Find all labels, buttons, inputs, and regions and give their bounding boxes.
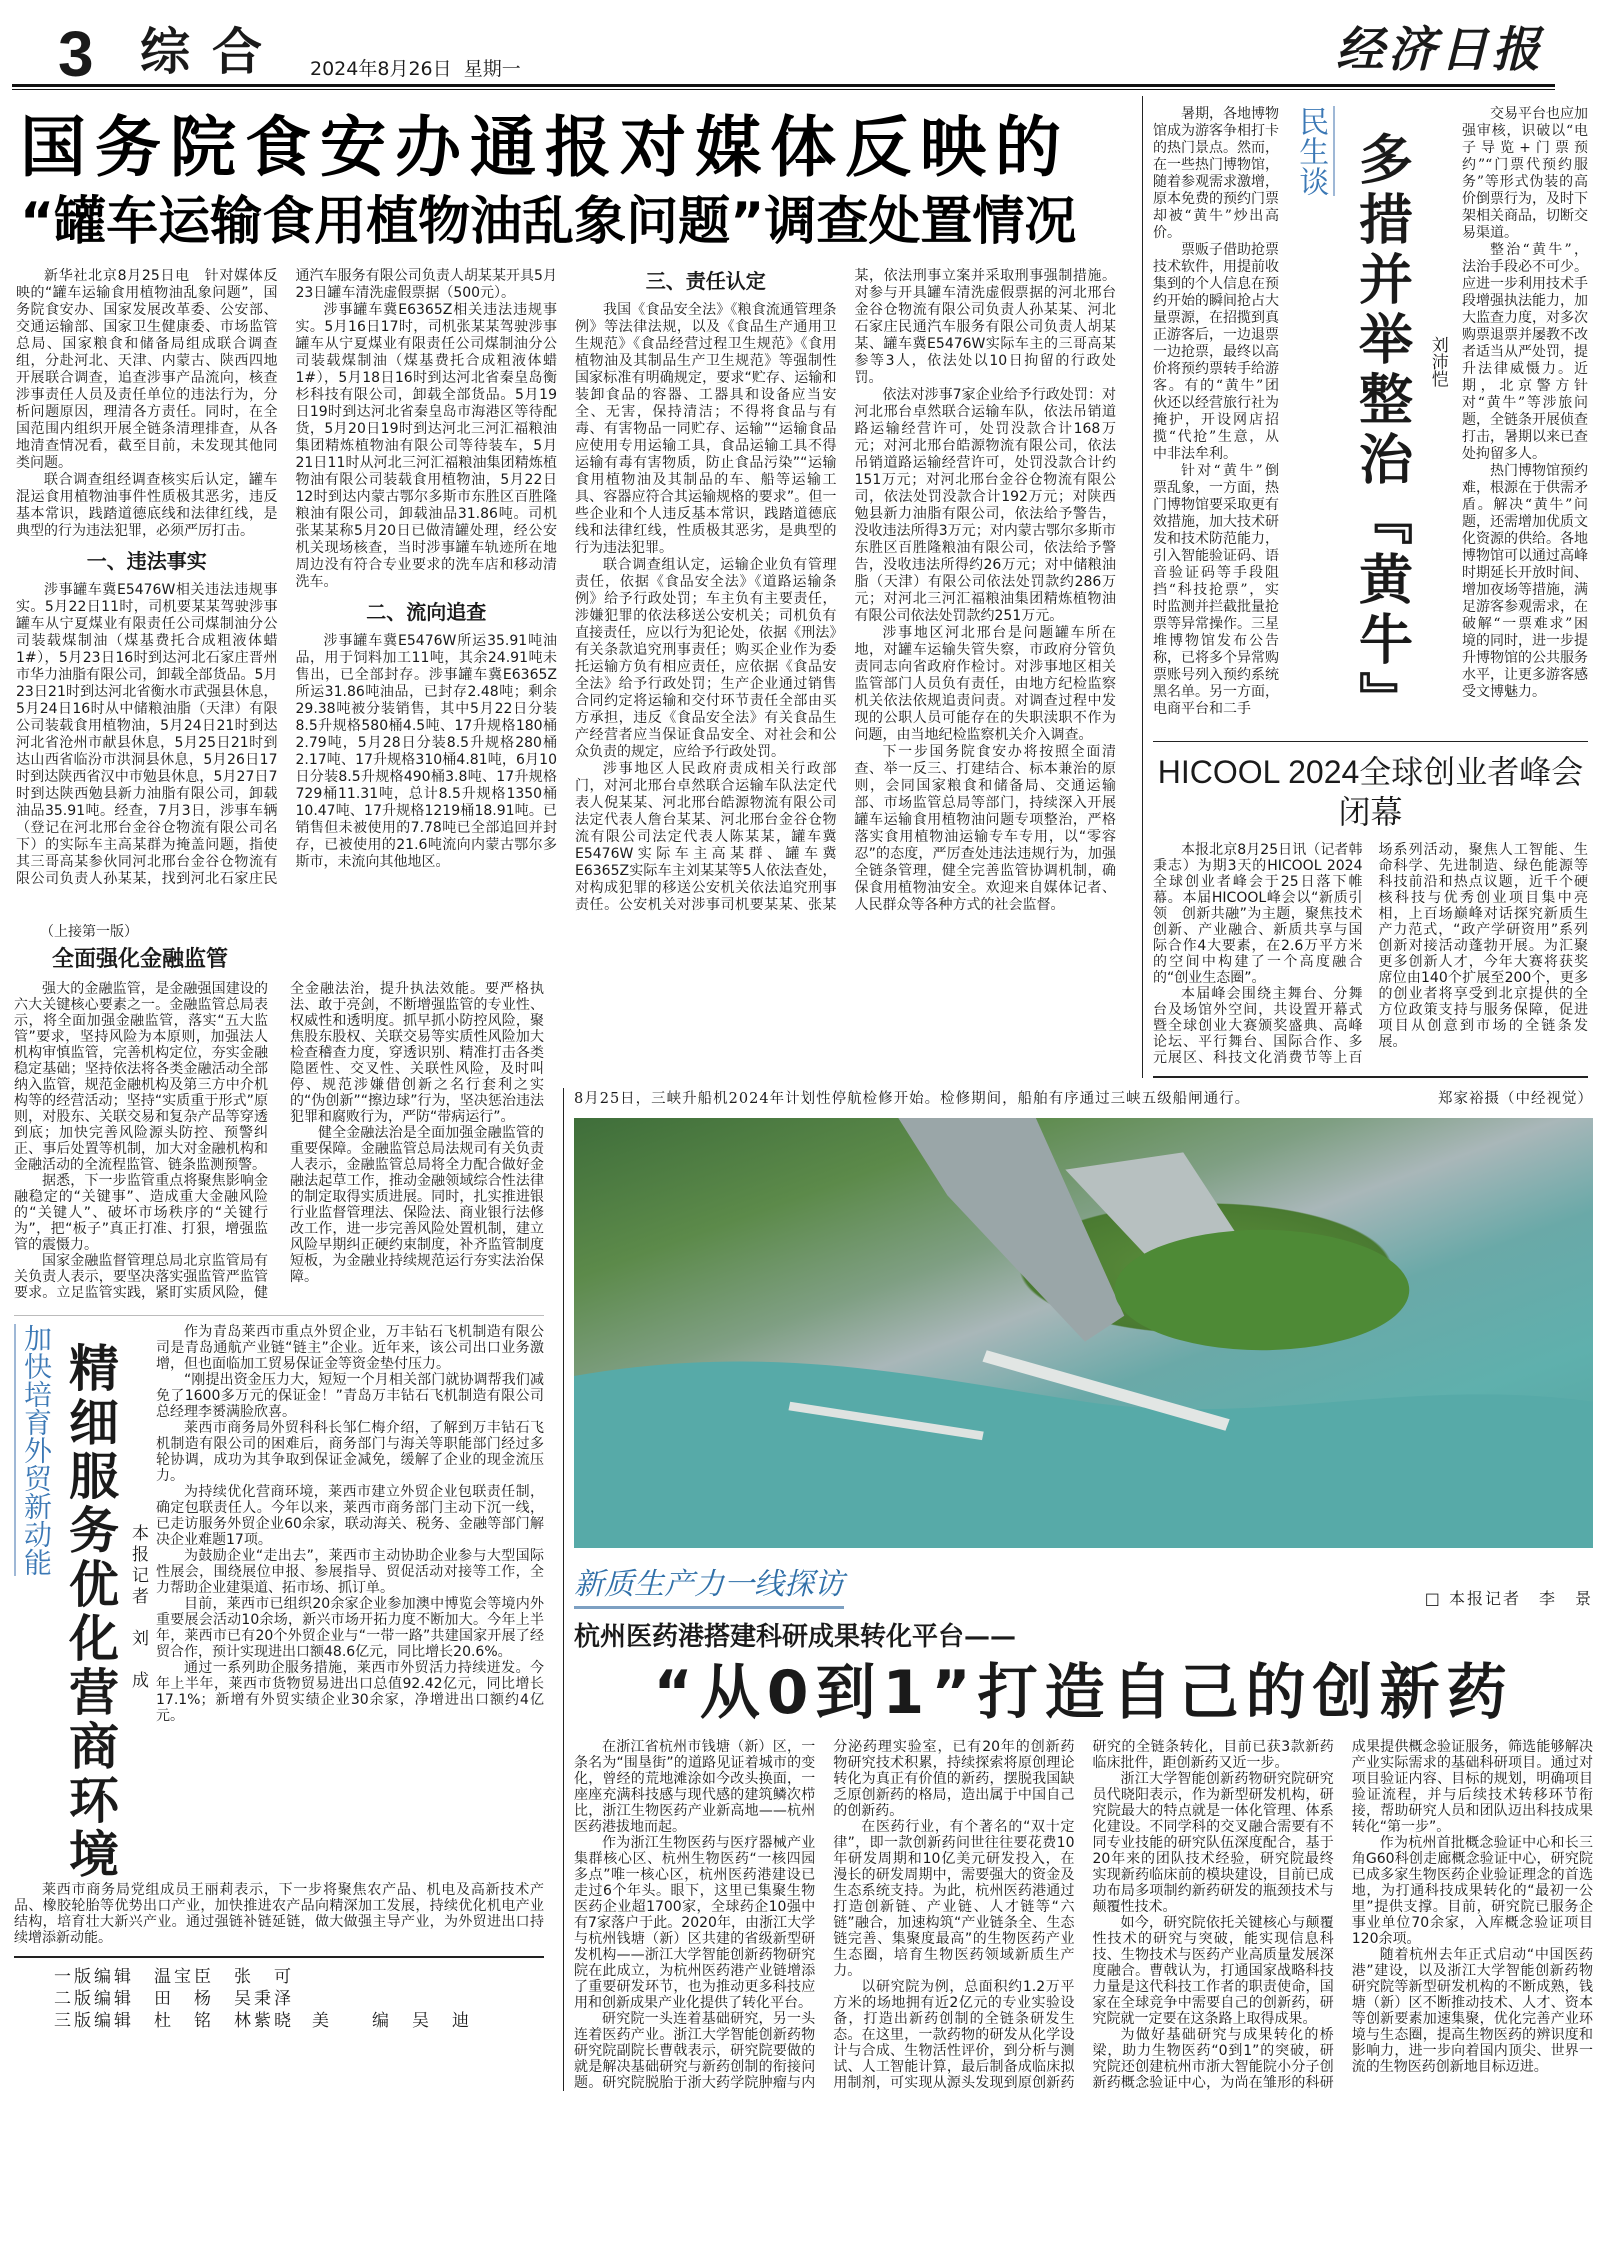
paragraph: 针对“黄牛”倒票乱象，一方面，热门博物馆要采取更有效措施，加大技术研发和技术防范能力，引入智能验证码、语音验证码等手段阻挡“科技抢票”，实时监测并拦截批量抢票等异常操作。三星堆博物馆发布公告称，已将多个异常购票账号列入预约系统黑名单。另一方面，电商平台和二手 xyxy=(1153,463,1279,717)
paragraph: 联合调查组经调查核实后认定，罐车混运食用植物油事件性质极其恶劣，违反基本常识，践踏道德底线和法律红线，是典型的行为违法犯罪，必须严厉打击。 xyxy=(16,471,278,539)
continued-note: （上接第一版） xyxy=(40,924,138,940)
date: 2024年8月26日 xyxy=(310,58,452,80)
credit: 一版编辑 温宝臣 张 可 xyxy=(54,1967,294,1987)
paragraph: 作为青岛莱西市重点外贸企业，万丰钻石飞机制造有限公司是青岛通航产业链“链主”企业。近年来，该公司出口业务激增，但也面临加工贸易保证金等资金垫付压力。 xyxy=(156,1324,544,1372)
pharma-byline xyxy=(1425,1589,1593,1609)
paragraph: 如今，研究院依托关键核心与颠覆性技术的研究与突破，能实现信息科技、生物技术与医药产业高质量发展深度融合。曹戟认为，打通国家战略科技力量是这代科技工作者的职责使命，国家在全球竞争中需要自己的创新药，研究院就一定要在这条路上取得成果。 xyxy=(1092,1915,1334,2027)
three-gorges-ship-lock-photo xyxy=(574,1118,1593,1548)
paragraph: 健全金融法治是全面加强金融监管的重要保障。金融监管总局法规司有关负责人表示，金融监管总局将全力配合做好金融法起草工作，推动金融领域综合性法律的制定取得实质进展。同时，扎实推进银行业监督管理法、保险法、商业银行法修改工作，进一步完善风险处置机制，建立风险早期纠正硬约束制度，补齐监管制度短板，为金融业持续规范运行夯实法治保障。 xyxy=(290,1125,544,1285)
paragraph: 强大的金融监管，是金融强国建设的六大关键核心要素之一。金融监管总局表示，将全面加强金融监管，落实“五大监管”要求，坚持风险为本原则，加强法人机构审慎监管，完善机构定位，夯实金融稳定基础；坚持依法将各类金融活动全部纳入监管，规范金融机构及第三方中介机构等的经营活动；坚持“实质重于形式”原则，对股东、关联交易和复杂产品等穿透到底；加快完善风险源头防控、预警纠正、事后处置等机制，加大对金融机构和金融活动的全流程监管、链条监测预警。 xyxy=(14,981,268,1173)
paragraph: 莱西市商务局外贸科科长邹仁梅介绍，了解到万丰钻石飞机制造有限公司的困难后，商务部门与海关等职能部门经过多轮协调，成功为其争取到保证金减免，缓解了企业的现金流压力。 xyxy=(156,1420,544,1484)
section-heading: 二、流向追查 xyxy=(366,599,487,624)
paragraph: 国家金融监督管理总局北京监管局有关负责人表示，要坚决落实强监管严监管要求。立足监管实践，紧盯实质风险，健全金融法治，提升执法效能。要严格执法、敢于亮剑，不断增强监管的专业性、权威性和透明度。抓早抓小防控风险，聚焦股东股权、关联交易等实质性风险加大检查稽查力度，穿透识别、精准打击各类隐匿性、交叉性、关联性风险，及时叫停、规范涉嫌借创新之名行套利之实的“伪创新”“擦边球”行为，坚决惩治违法犯罪和腐败行为，严防“带病运行”。 xyxy=(14,981,544,1301)
trade-byline: 本报记者 刘 成 xyxy=(128,1524,148,1692)
hicool-headline: HICOOL 2024全球创业者峰会闭幕 xyxy=(1157,754,1584,830)
paragraph: 在浙江省杭州市钱塘（新）区，一条名为“围垦街”的道路见证着城市的变化，曾经的荒地滩涂如今改头换面，一座座充满科技感与现代感的建筑鳞次栉比，浙江生物医药产业新高地——杭州医药港拔地而起。 xyxy=(574,1739,816,1835)
section-heading: 三、责任认定 xyxy=(645,268,766,293)
paragraph: 以研究院为例，总面积约1.2万平方米的场地拥有近2亿元的专业实验设备，打造出新药创制的全链条研发生态。在这里，一款药物的研发从化学设计与合成、生物活性评价，到分析与测试、人工智能计算，最后制备成临床拟用制剂，可实现从源头发现到原创新药研究的全链条转化，目前已获3款新药临床批件，距创新药又近一步。 xyxy=(833,1739,1334,2091)
lock-structure xyxy=(898,1118,1124,1342)
newspaper-logo: 经济日报 xyxy=(1335,22,1544,78)
lower-left-column xyxy=(14,924,544,2032)
trade-headline: 精细服务优化营商环境 xyxy=(61,1342,119,1882)
photo-credit: 郑家裕摄（中经视觉） xyxy=(1438,1091,1593,1107)
section-rule xyxy=(1153,741,1588,742)
paragraph: 目前，莱西市已组织20余家企业参加澳中博览会等境内外重要展会活动10余场，新兴市场开拓力度不断加大。今年上半年，莱西市已有20个外贸企业与“一带一路”共建国家开展了经贸合作，预计实现进出口额48.6亿元，同比增长20.6%。 xyxy=(156,1596,544,1660)
credits-rule xyxy=(14,1956,544,1958)
trade-kicker: 加快培育外贸新动能 xyxy=(14,1324,52,1576)
page-number: 3 xyxy=(58,18,94,90)
photo-illustration xyxy=(574,1118,1593,1548)
pharma-kicker: 新质生产力一线探访 xyxy=(574,1566,844,1609)
paragraph: 在医药行业，有个著名的“双十定律”，即一款创新药问世往往要花费10年研发周期和10亿美元研发投入，在漫长的研发周期中，需要强大的资金及生态系统支持。为此，杭州医药港通过打造创新链、产业链、人才链等“六链”融合，加速构筑“产业链条全、生态链完善、集聚度最高”的生物医药产业生态圈，培育生物医药领域新质生产力。 xyxy=(833,1819,1075,1979)
paragraph: 我国《食品安全法》《粮食流通管理条例》等法律法规，以及《食品生产通用卫生规范》《食品经营过程卫生规范》《食用植物油及其制品生产卫生规范》等强制性国家标准有明确规定，要求“贮存、运输和装卸食品的容器、工器具和设备应当安全、无害，保持清洁；不得将食品与有毒、有害物品一同贮存、运输”“运输食品应使用专用运输工具，食品运输工具不得运输有毒有害物质，防止食品污染”“运输食用植物油及其制品的车、船等运输工具、容器应符合其运输规格的要求”。但一些企业和个人违反基本常识，践踏道德底线和法律红线，性质极其恶劣，是典型的行为违法犯罪。 xyxy=(575,301,837,556)
paragraph: 本报北京8月25日讯（记者韩秉志）为期3天的HICOOL 2024全球创业者峰会于25日落下帷幕。本届HICOOL峰会以“新质引领 创新共融”为主题，聚焦技术创新、产业融合、新质共享与国际合作4大要素，在2.6万平方米的空间中构建了一个高度融合的“创业生态圈”。 xyxy=(1153,842,1363,986)
paragraph: 研究院一头连着基础研究，另一头连着医药产业。浙江大学智能创新药物研究院副院长曹戟表示，研究院要做的就是解决基础研究与新药创制的衔接问题。研究院脱胎于浙大药学院肿瘤与内分泌药理实验室，已有20年的创新药物研究技术积累，持续探索将原创理论转化为真正有价值的新药，摆脱我国缺乏原创新药的格局，造出属于中国自己的创新药。 xyxy=(574,1739,1075,2091)
main-headline-line1: 国务院食安办通报对媒体反映的 xyxy=(20,109,1070,186)
lower-right-column xyxy=(563,1088,1593,2091)
paragraph: 涉事罐车冀E5476W所运35.91吨油品，用于饲料加工11吨，其余24.91吨未售出，已全部封存。涉事罐车冀E6365Z所运31.86吨油品，已封存2.48吨；剩余29.38吨被分装销售，其中5月22日分装8.5升规格580桶4.5吨、17升规格180桶2.79吨，5月28日分装8.5升规格280桶2.17吨、17升规格310桶4.81吨，6月10日分装8.5升规格490桶3.8吨、17升规格729桶11.31吨，总计8.5升规格1350桶10.47吨、17升规格1219桶18.91吨。已销售但未被使用的7.78吨已全部追回并封存，已被使用的21.6吨流向内蒙古鄂尔多斯市，未流向其他地区。 xyxy=(295,632,557,870)
commentary-col1 xyxy=(1153,106,1279,718)
paragraph: 浙江大学智能创新药物研究院研究员代晓阳表示，作为新型研发机构，研究院最大的特点就是一体化管理、体系化建设。不同学科的交叉融合需要有不同专业技能的研究队伍深度配合，基于20年来的团队技术经验，研究院最终实现新药临床前的模块建设，目前已成功布局多项制约新药研发的瓶颈技术与颠覆性技术。 xyxy=(1092,1771,1334,1915)
pharma-headline: “从0到1”打造自己的创新药 xyxy=(653,1658,1514,1728)
paragraph: 涉事罐车冀E5476W相关违法违规事实。5月22日11时，司机要某某驾驶涉事罐车从宁夏煤业有限责任公司煤制油分公司装载煤制油（煤基费托合成粗液体蜡1#），5月23日16时到达河北石家庄晋州市华力油脂有限公司，卸载全部货品。5月23日21时到达河北省衡水市武强县休息，5月24日16时从中储粮油脂（天津）有限公司装载食用植物油，5月24日21时到达河北省沧州市献县休息，5月25日21时到达山西省临汾市洪洞县休息，5月26日17时到达陕西省汉中市勉县休息，5月27日7时到达陕西勉县新力油脂有限公司，卸载油品35.91吨。经查，7月3日，涉事车辆（登记在河北邢台金谷仓物流有限公司名下）的实际车主高某群为掩盖问题，指使其三哥高某参伙同河北邢台金谷仓物流有限公司负责人孙某某，找到河北石家庄民通汽车服务有限公司负责人胡某某开具5月23日罐车清洗虚假票据（500元）。 xyxy=(16,267,557,887)
square-bullet-icon: □ xyxy=(1424,1589,1442,1608)
trade-story xyxy=(14,1315,544,1882)
paragraph: 整治“黄牛”，法治手段必不可少。应进一步利用技术手段增强执法能力，加大监查力度，对多次购票退票并屡教不改者适当从严处罚，提升法律威慑力。近期，北京警方针对“黄牛”等涉旅问题，全链条开展侦查打击，暑期以来已查处拘留多人。 xyxy=(1462,242,1588,462)
commentary-title: 多措并举整治『黄牛』 xyxy=(1350,131,1414,731)
byline-text: 本报记者 李 景 xyxy=(1448,1589,1593,1608)
pharma-body xyxy=(574,1739,1593,2091)
trade-closing xyxy=(14,1882,544,1946)
pharma-subtitle: 杭州医药港搭建科研成果转化平台—— xyxy=(574,1622,1017,1652)
paragraph: 暑期，各地博物馆成为游客争相打卡的热门景点。然而，在一些热门博物馆，随着参观需求激增，原本免费的预约门票却被“黄牛”炒出高价。 xyxy=(1153,106,1279,241)
paragraph: 据悉，下一步监管重点将聚焦影响金融稳定的“关键事”、造成重大金融风险的“关键人”、破坏市场秩序的“关键行为”，把“板子”真正打准、打狠，增强监管的震慑力。 xyxy=(14,1173,268,1253)
paragraph: 涉事地区人民政府责成相关行政部门，对河北邢台卓然联合运输车队法定代表人倪某某、河北邢台皓源物流有限公司法定代表人詹台某某、河北邢台金谷仓物流有限公司法定代表人陈某某，罐车冀E5476W实际车主高某群、罐车冀E6365Z实际车主刘某某等5人依法查处，对构成犯罪的移送公安机关依法追究刑事责任。公安机关对涉事司机要某某、张某某，依法刑事立案并采取刑事强制措施。对参与开具罐车清洗虚假票据的河北邢台金谷仓物流有限公司负责人孙某某、河北石家庄民通汽车服务有限公司负责人胡某某、罐车冀E5476W实际车主的三哥高某参等3人，依法处以10日拘留的行政处罚。 xyxy=(575,267,1116,913)
credit: 三版编辑 杜 铭 林紫晓 xyxy=(54,2011,294,2031)
paragraph: 票贩子借助抢票技术软件，用提前收集到的个人信息在预约开始的瞬间抢占大量票源，在招揽到真正游客后，一边退票一边抢票，最终以高价将预约票转手给游客。有的“黄牛”团伙还以经营旅行社为掩护，开设网店招揽“代抢”生意，从中非法牟利。 xyxy=(1153,242,1279,462)
main-headline-line2: “罐车运输食用植物油乱象问题”调查处置情况 xyxy=(20,192,1077,253)
paragraph: 为做好基础研究与成果转化的桥梁，助力生物医药“0到1”的突破，研究院还创建杭州市浙大智能院小分子创新药概念验证中心，为尚在雏形的科研成果提供概念验证服务，筛选能够解决产业实际需求的基础科研项目。通过对项目验证内容、目标的规划，明确项目验证流程，并与后续技术转移环节衔接，帮助研究人员和团队迈出科技成果转化“第一步”。 xyxy=(1092,1739,1593,2091)
finance-heading: 全面强化金融监管 xyxy=(52,947,229,972)
paragraph: 热门博物馆预约难，根源在于供需矛盾。解决“黄牛”问题，还需增加优质文化资源的供给。各地博物馆可以通过高峰时期延长开放时间、增加夜场等措施，满足游客参观需求，在破解“一票难求”困境的同时，进一步提升博物馆的公共服务水平，让更多游客感受文博魅力。 xyxy=(1462,463,1588,700)
green-island xyxy=(1114,1230,1409,1350)
finance-body xyxy=(14,981,544,1301)
paragraph: 本届峰会围绕主舞台、分舞台及场馆外空间，共设置开幕式暨全球创业大赛颁奖盛典、高峰论坛、平行舞台、国际合作、多元展区、科技文化消费节等上百场系列活动，聚焦人工智能、生命科学、先进制造、绿色能源等科技前沿和热点议题，近千个硬核科技与优秀创业项目集中亮相，上百场巅峰对话探究新质生产力范式，“政产学研资用”系列创新对接活动蓬勃开展。为汇聚更多创新人才，今年大赛将获奖席位由140个扩展至200个，更多的创业者将享受到北京提供的全方位政策支持与服务保障，促进项目从创意到市场的全链条发展。 xyxy=(1153,842,1588,1066)
section-name: 综合 xyxy=(140,22,284,81)
photo-caption-text: 8月25日，三峡升船机2024年计划性停航检修开始。检修期间，船舶有序通过三峡五级船闸通行。 xyxy=(574,1091,1251,1107)
photo-caption xyxy=(574,1088,1593,1110)
editor-credits xyxy=(14,1966,544,2032)
credit: 二版编辑 田 杨 吴秉泽 xyxy=(54,1989,294,2009)
paragraph: 为持续优化营商环境，莱西市建立外贸企业包联责任制，确定包联责任人。今年以来，莱西市商务部门主动下沉一线，已走访服务外贸企业60余家，联动海关、税务、金融等部门解决企业难题17项。 xyxy=(156,1484,544,1548)
pharma-header xyxy=(574,1566,1593,1609)
paragraph: 随着杭州去年正式启动“中国医药港”建设，以及浙江大学智能创新药物研究院等新型研发机构的不断成熟，钱塘（新）区不断推动技术、人才、资本等创新要素加速集聚，优化完善产业环境与生态圈，提高生物医药的辨识度和影响力，进一步向着国内顶尖、世界一流的生物医药创新地目标迈进。 xyxy=(1351,1947,1593,2075)
paragraph: “刚提出资金压力大，短短一个月相关部门就协调帮我们减免了1600多万元的保证金！”青岛万丰钻石飞机制造有限公司总经理李赟满脸欣喜。 xyxy=(156,1372,544,1420)
paragraph: 作为浙江生物医药与医疗器械产业集群核心区、杭州生物医药“一核四园多点”唯一核心区，杭州医药港建设已走过6个年头。眼下，这里已集聚生物医药企业超1700家，全球药企10强中有7家落户于此。2020年，由浙江大学与杭州钱塘（新）区共建的省级新型研发机构——浙江大学智能创新药物研究院在此成立，为杭州医药港产业链增添了重要研发环节，也为推动更多科技应用和创新成果产业化提供了转化平台。 xyxy=(574,1835,816,2011)
paragraph: 涉事罐车冀E6365Z相关违法违规事实。5月16日17时，司机张某某驾驶涉事罐车从宁夏煤业有限责任公司煤制油分公司装载煤制油（煤基费托合成粗液体蜡1#），5月18日16时到达河北省秦皇岛衡杉科技有限公司，卸载全部货品。5月19日19时到达河北省秦皇岛市海港区等待配货，5月20日19时到达河北三河汇福粮油集团精炼植物油有限公司等待装车，5月21日11时从河北三河汇福粮油集团精炼植物油有限公司装载食用植物油，5月22日12时到达内蒙古鄂尔多斯市东胜区百胜隆粮油有限公司，卸载油品31.86吨。司机张某某称5月20日已做清罐处理，经公安机关现场核查，当时涉事罐车轨迹所在地周边没有符合专业要求的洗车店和移动清洗车。 xyxy=(295,301,557,590)
credit: 美 编 吴 迪 xyxy=(312,2011,472,2031)
weekday: 星期一 xyxy=(463,58,521,80)
commentary-kicker: 民生谈 xyxy=(1293,106,1335,196)
section-rule xyxy=(1153,1076,1588,1078)
paragraph: 新华社北京8月25日电 针对媒体反映的“罐车运输食用植物油乱象问题”，国务院食安办、国家发展改革委、公安部、交通运输部、国家卫生健康委、市场监管总局、国家粮食和储备局组成联合调查组，分赴河北、天津、内蒙古、陕西四地开展联合调查，追查涉事产品流向，核查涉事责任人员及责任单位的违法行为，分析问题原因，理清各方责任。同时，在全国范围内组织开展全链条清理排查，从各地清查情况看，截至目前，未发现其他同类问题。 xyxy=(16,267,278,471)
paragraph: 交易平台也应加强审核，识破以“电子导览+门票预约”“门票代预约服务”等形式伪装的高价倒票行为，及时下架相关商品，切断交易渠道。 xyxy=(1462,106,1588,241)
paragraph: 为鼓励企业“走出去”，莱西市主动协助企业参与大型国际性展会，围绕展位申报、参展指导、贸促活动对接等工作，全力帮助企业建渠道、拓市场、抓订单。 xyxy=(156,1548,544,1596)
issue-date xyxy=(310,58,521,81)
paragraph: 通过一系列助企服务措施，莱西市外贸活力持续迸发。今年上半年，莱西市货物贸易进出口总值92.42亿元，同比增长17.1%；新增有外贸实绩企业30余家，净增进出口额约4亿元。 xyxy=(156,1660,544,1724)
paragraph: 依法对涉事7家企业给予行政处罚：对河北邢台卓然联合运输车队，依法吊销道路运输经营许可，处罚没款合计168万元；对河北邢台皓源物流有限公司，依法吊销道路运输经营许可，处罚没款合计约151万元；对河北邢台金谷仓物流有限公司，依法处罚没款合计192万元；对陕西勉县新力油脂有限公司，依法给予警告，没收违法所得3万元；对内蒙古鄂尔多斯市东胜区百胜隆粮油有限公司，依法给予警告，没收违法所得约26万元；对中储粮油脂（天津）有限公司依法处罚款约286万元；对河北三河汇福粮油集团精炼植物油有限公司依法处罚款约251万元。 xyxy=(854,386,1116,624)
paragraph: 莱西市商务局党组成员王丽莉表示，下一步将聚焦农产品、机电及高新技术产品、橡胶轮胎等优势出口产业，加快推进农产品向精深加工发展，持续优化机电产业结构，培育壮大新兴产业。通过强链补链延链，做大做强主导产业，为外贸进出口持续增添新动能。 xyxy=(14,1882,544,1946)
commentary-author: 刘沛恺 xyxy=(1427,336,1448,387)
commentary-col2 xyxy=(1462,106,1588,701)
paragraph: 作为杭州首批概念验证中心和长三角G60科创走廊概念验证中心，研究院已成多家生物医药企业验证理念的首选地，为打通科技成果转化的“最初一公里”提供支撑。目前，研究院已服务企事业单位70余家，入库概念验证项目120余项。 xyxy=(1351,1835,1593,1947)
hicool-body xyxy=(1153,842,1588,1066)
right-sidebar xyxy=(1142,96,1588,1078)
paragraph: 涉事地区河北邢台是问题罐车所在地，对罐车运输失管失察，市政府分管负责同志向省政府作检讨。对涉事地区相关监管部门人员负有责任，由地方纪检监察机关依法依规追责问责。对调查过程中发现的公职人员可能存在的失职渎职不作为问题，由当地纪检监察机关介入调查。 xyxy=(854,624,1116,743)
main-article xyxy=(16,100,1116,914)
commentary xyxy=(1153,96,1588,731)
trade-body xyxy=(156,1324,544,1724)
main-article-body xyxy=(16,268,1116,914)
paragraph: 联合调查组认定，运输企业负有管理责任，依据《食品安全法》《道路运输条例》给予行政处罚；车主负有主要责任，涉嫌犯罪的依法移送公安机关；司机负有直接责任，应以行为犯论处，依据《刑法》有关条款追究刑事责任；购买企业作为委托运输方负有相应责任，应依据《食品安全法》给予行政处罚；生产企业通过销售合同约定将运输和交付环节责任全部由买方承担，违反《食品安全法》有关食品生产经营者应当保证食品安全、对社会和公众负责的规定，应给予行政处罚。 xyxy=(575,556,837,760)
masthead-rule xyxy=(12,84,1555,90)
paragraph: 下一步国务院食安办将按照全面清查、举一反三、打建结合、标本兼治的原则，会同国家粮食和储备局、交通运输部、市场监管总局等部门，持续深入开展罐车运输食用植物油问题专项整治，严格落实食用植物油运输专车专用，以“零容忍”的态度，严厉查处违法违规行为，加强全链条管理，健全完善监管协调机制，确保食用植物油安全。欢迎来自媒体记者、人民群众等各种方式的社会监督。 xyxy=(854,743,1116,913)
section-heading: 一、违法事实 xyxy=(86,548,207,573)
